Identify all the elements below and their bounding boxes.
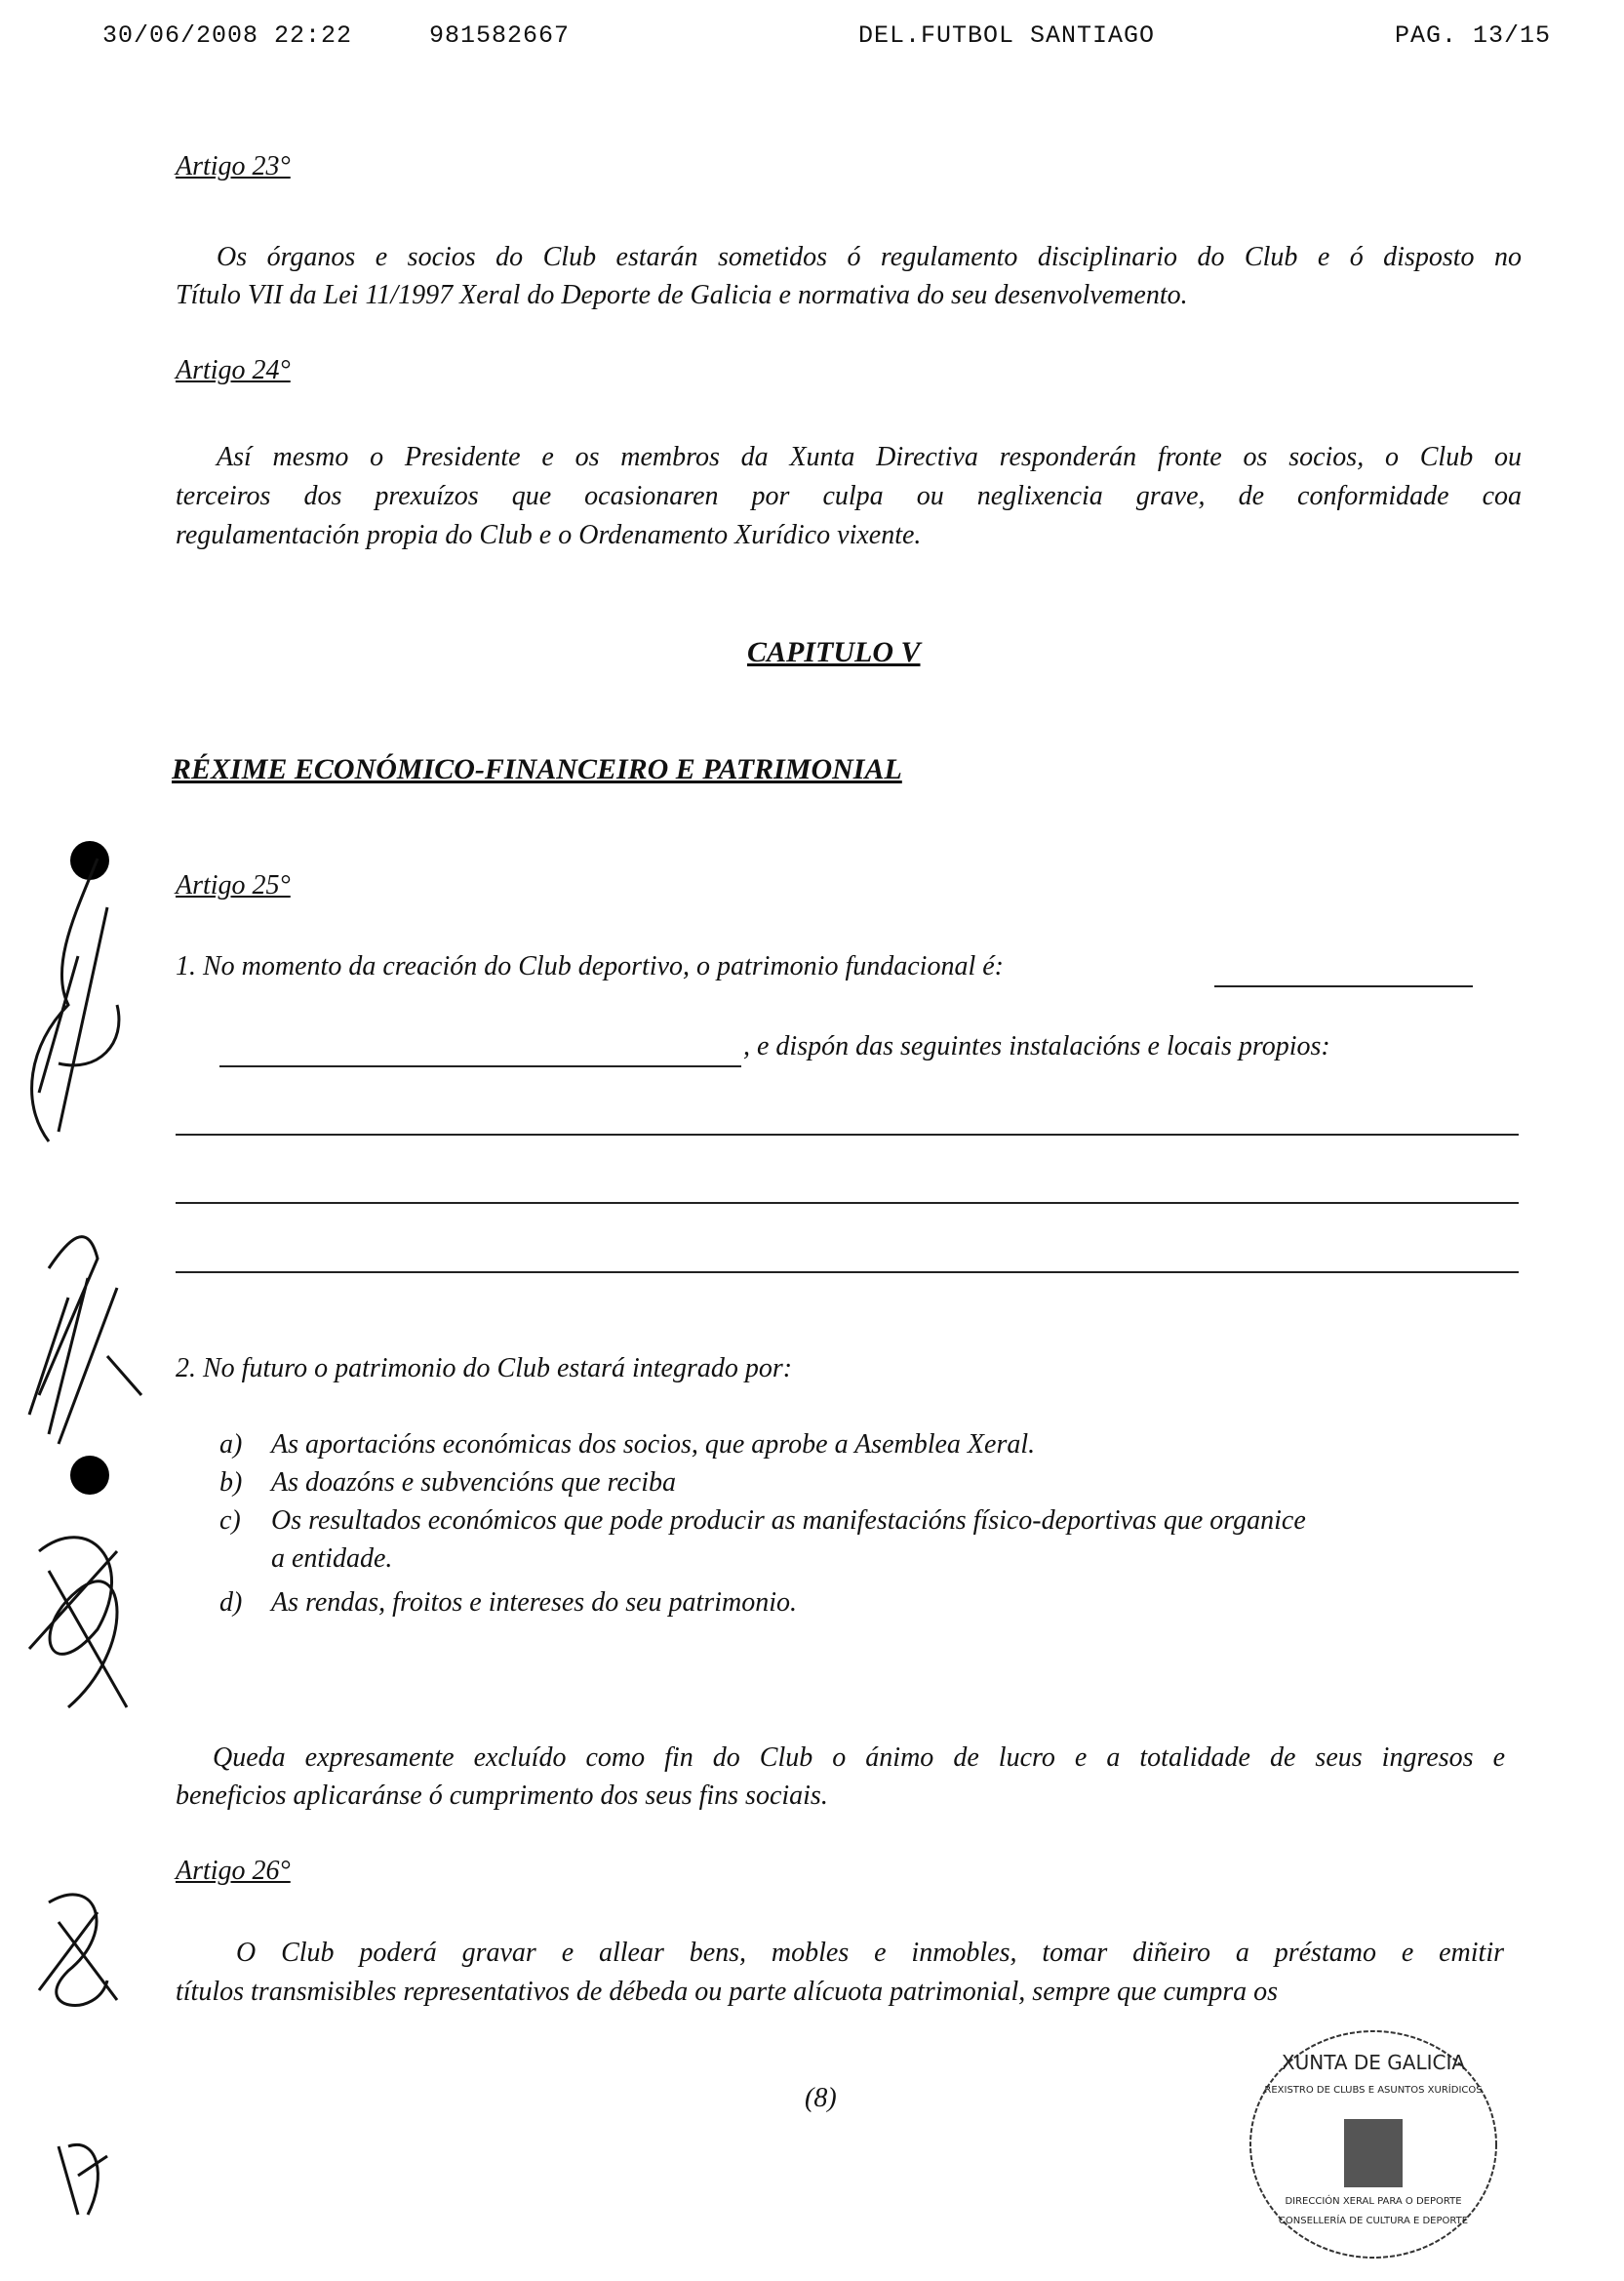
article-24-line: regulamentación propia do Club e o Ordenamento Xurídico vixente. — [176, 520, 922, 550]
blank-line — [176, 1134, 1519, 1136]
item-2-text: 2. No futuro o patrimonio do Club estará integrado por: — [176, 1353, 793, 1383]
closing-line: beneficios aplicaránse ó cumprimento dos seus fins sociais. — [176, 1781, 828, 1811]
article-26-line: O Club poderá gravar e allear bens, mobles e inmobles, tomar diñeiro a préstamo e emitir — [236, 1938, 1504, 1968]
subitem-text: As aportacións económicas dos socios, que aprobe a Asemblea Xeral. — [271, 1429, 1036, 1460]
article-23-line: Título VII da Lei 11/1997 Xeral do Deporte de Galicia e normativa do seu desenvolvemento. — [176, 280, 1188, 310]
article-24-title: Artigo 24° — [176, 355, 291, 385]
subitem-text: Os resultados económicos que pode producir as manifestacións físico-deportivas que organice — [271, 1505, 1306, 1536]
stamp-text-inner: REXISTRO DE CLUBS E ASUNTOS XURÍDICOS — [1264, 2085, 1483, 2096]
closing-line: Queda expresamente excluído como fin do Club o ánimo de lucro e a totalidade de seus ingresos e — [213, 1742, 1505, 1773]
article-26-line: títulos transmisibles representativos de débeda ou parte alícuota patrimonial, sempre que cumpra os — [176, 1977, 1279, 2007]
article-25-title: Artigo 25° — [176, 870, 291, 900]
blank-line — [176, 1271, 1519, 1273]
subitem-letter: b) — [219, 1467, 243, 1498]
stamp-text-inner-bottom: DIRECCIÓN XERAL PARA O DEPORTE — [1285, 2196, 1462, 2207]
stamp-emblem — [1344, 2119, 1403, 2187]
article-23-title: Artigo 23° — [176, 151, 291, 181]
subitem-letter: d) — [219, 1587, 243, 1618]
chapter-title: CAPITULO V — [747, 636, 921, 668]
subitem-text: As doazóns e subvencións que reciba — [271, 1467, 676, 1498]
fax-datetime: 30/06/2008 22:22 — [102, 21, 353, 50]
blank-line — [176, 1202, 1519, 1204]
page-number: (8) — [805, 2083, 837, 2113]
blank-line — [219, 1065, 741, 1067]
item-1-text: 1. No momento da creación do Club deportivo, o patrimonio fundacional é: — [176, 951, 1004, 981]
subitem-text: a entidade. — [271, 1543, 393, 1574]
fax-phone: 981582667 — [429, 21, 571, 50]
article-24-line: terceiros dos prexuízos que ocasionaren por culpa ou neglixencia grave, de conformidade coa — [176, 481, 1522, 511]
article-24-line: Así mesmo o Presidente e os membros da Xunta Directiva responderán fronte os socios, o Club ou — [217, 442, 1522, 472]
stamp-text-top: XUNTA DE GALICIA — [1281, 2051, 1466, 2074]
signature-scribbles — [10, 849, 156, 2234]
subitem-letter: c) — [219, 1505, 241, 1536]
item-1-text-cont: , e dispón das seguintes instalacións e locais propios: — [743, 1031, 1330, 1061]
blank-line — [1214, 985, 1473, 987]
article-26-title: Artigo 26° — [176, 1856, 291, 1886]
subitem-letter: a) — [219, 1429, 243, 1460]
fax-sender: DEL.FUTBOL SANTIAGO — [858, 21, 1156, 50]
chapter-subtitle: RÉXIME ECONÓMICO-FINANCEIRO E PATRIMONIAL — [172, 753, 902, 785]
official-stamp — [1247, 2027, 1500, 2261]
stamp-text-bottom: CONSELLERÍA DE CULTURA E DEPORTE — [1278, 2216, 1469, 2226]
subitem-text: As rendas, froitos e intereses do seu patrimonio. — [271, 1587, 797, 1618]
article-23-line: Os órganos e socios do Club estarán sometidos ó regulamento disciplinario do Club e ó disposto no — [217, 242, 1522, 272]
fax-page: PAG. 13/15 — [1395, 21, 1552, 50]
